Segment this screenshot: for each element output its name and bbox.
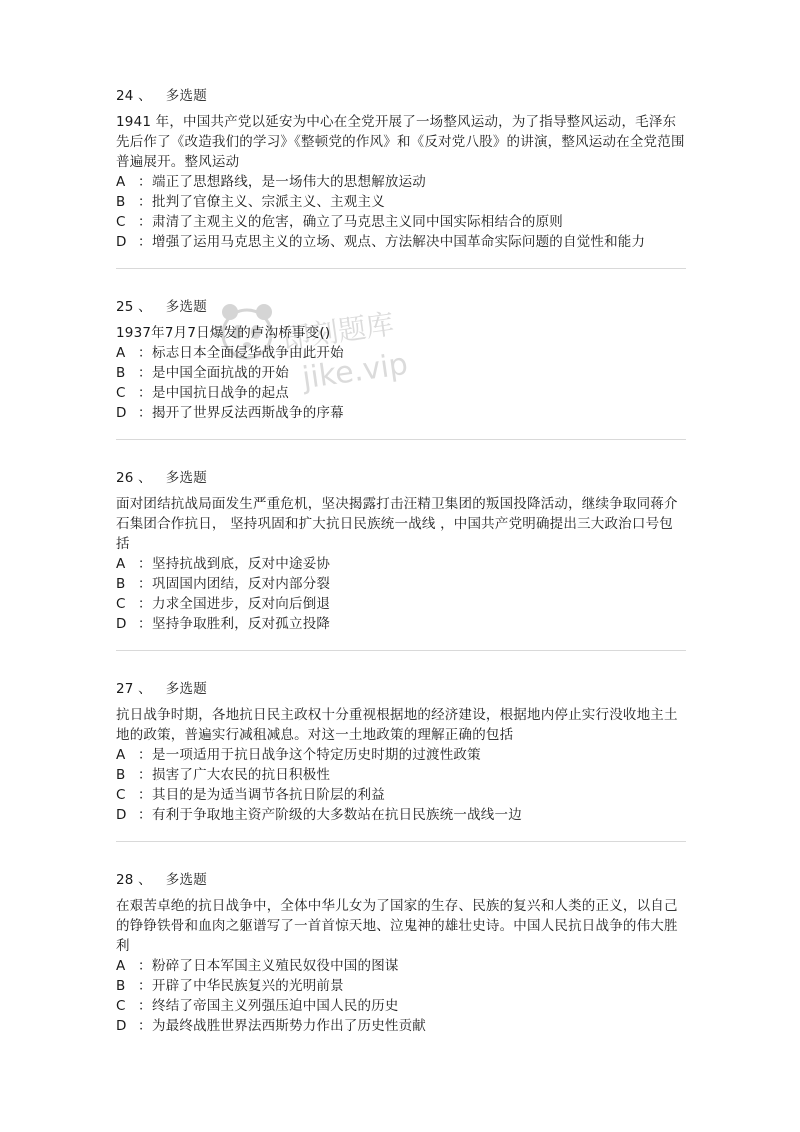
option-text: 巩固国内团结，反对内部分裂	[152, 576, 331, 592]
option-text: 标志日本全面侵华战争由此开始	[152, 345, 344, 361]
option-letter: D	[116, 807, 127, 823]
option-text: 批判了官僚主义、宗派主义、主观主义	[152, 194, 385, 210]
answer-option[interactable]	[116, 172, 686, 192]
question-number-value: 25	[116, 299, 134, 315]
answer-option[interactable]	[116, 574, 686, 594]
question-header	[116, 679, 686, 699]
question-number-separator: 、	[138, 681, 152, 697]
question-header	[116, 870, 686, 890]
option-text: 坚持争取胜利，反对孤立投降	[152, 616, 331, 632]
answer-option[interactable]	[116, 554, 686, 574]
option-separator: ：	[138, 214, 152, 230]
option-letter: B	[116, 767, 126, 783]
answer-option[interactable]	[116, 403, 686, 423]
option-separator: ：	[138, 1018, 152, 1034]
option-separator: ：	[138, 978, 152, 994]
answer-option[interactable]	[116, 956, 686, 976]
option-text: 增强了运用马克思主义的立场、观点、方法解决中国革命实际问题的自觉性和能力	[152, 234, 646, 250]
question-number-separator: 、	[138, 470, 152, 486]
option-separator: ：	[138, 234, 152, 250]
answer-option[interactable]	[116, 805, 686, 825]
option-text: 为最终战胜世界法西斯势力作出了历史性贡献	[152, 1018, 426, 1034]
option-separator: ：	[138, 616, 152, 632]
question-list	[116, 86, 686, 1036]
question-number	[116, 681, 152, 697]
answer-option[interactable]	[116, 212, 686, 232]
option-letter: D	[116, 234, 127, 250]
question-number-value: 27	[116, 681, 134, 697]
answer-option[interactable]	[116, 1016, 686, 1036]
question-number-separator: 、	[138, 299, 152, 315]
option-letter: A	[116, 345, 126, 361]
answer-option[interactable]	[116, 785, 686, 805]
watermark-text-url: jike.vip	[300, 346, 411, 397]
option-separator: ：	[138, 596, 152, 612]
question-type: 多选题	[165, 681, 207, 697]
answer-option[interactable]	[116, 594, 686, 614]
watermark-text-cn: 即刻题库	[280, 307, 396, 356]
option-separator: ：	[138, 405, 152, 421]
option-separator: ：	[138, 556, 152, 572]
option-letter: B	[116, 365, 126, 381]
question-block	[116, 468, 686, 634]
option-letter: B	[116, 978, 126, 994]
option-text: 粉碎了日本军国主义殖民奴役中国的图谋	[152, 958, 399, 974]
question-number	[116, 88, 152, 104]
spacer	[116, 651, 686, 679]
question-number	[116, 470, 152, 486]
question-block	[116, 679, 686, 825]
question-stem: 面对团结抗战局面发生严重危机，坚决揭露打击汪精卫集团的叛国投降活动，继续争取同蒋介石集团合作抗日， 坚持巩固和扩大抗日民族统一战线 ，中国共产党明确提出三大政治口号包括	[116, 496, 678, 552]
answer-option[interactable]	[116, 343, 686, 363]
question-block	[116, 86, 686, 252]
answer-option[interactable]	[116, 745, 686, 765]
answer-option[interactable]	[116, 765, 686, 785]
option-letter: D	[116, 1018, 127, 1034]
option-letter: D	[116, 405, 127, 421]
question-stem: 1941 年，中国共产党以延安为中心在全党开展了一场整风运动，为了指导整风运动，毛泽东先后作了《改造我们的学习》《整顿党的作风》和《反对党八股》的讲演，整风运动在全党范围普遍展开。整风运动	[116, 114, 685, 170]
option-text: 终结了帝国主义列强压迫中国人民的历史	[152, 998, 399, 1014]
answer-option[interactable]	[116, 192, 686, 212]
answer-option[interactable]	[116, 614, 686, 634]
spacer	[116, 440, 686, 468]
option-letter: B	[116, 576, 126, 592]
option-text: 揭开了世界反法西斯战争的序幕	[152, 405, 344, 421]
option-letter: D	[116, 616, 127, 632]
option-text: 损害了广大农民的抗日积极性	[152, 767, 331, 783]
option-separator: ：	[138, 576, 152, 592]
option-separator: ：	[138, 747, 152, 763]
question-type: 多选题	[165, 872, 207, 888]
option-separator: ：	[138, 958, 152, 974]
option-text: 是中国全面抗战的开始	[152, 365, 289, 381]
question-stem: 抗日战争时期，各地抗日民主政权十分重视根据地的经济建设，根据地内停止实行没收地主土地的政策，普遍实行减租减息。对这一土地政策的理解正确的包括	[116, 707, 678, 743]
question-header	[116, 86, 686, 106]
option-text: 力求全国进步，反对向后倒退	[152, 596, 331, 612]
option-letter: A	[116, 556, 126, 572]
option-separator: ：	[138, 345, 152, 361]
question-type: 多选题	[165, 88, 207, 104]
answer-option[interactable]	[116, 363, 686, 383]
option-separator: ：	[138, 807, 152, 823]
option-separator: ：	[138, 385, 152, 401]
option-letter: A	[116, 747, 126, 763]
option-text: 其目的是为适当调节各抗日阶层的利益	[152, 787, 385, 803]
question-header	[116, 468, 686, 488]
question-number-separator: 、	[138, 872, 152, 888]
option-letter: C	[116, 385, 126, 401]
option-separator: ：	[138, 767, 152, 783]
option-letter: B	[116, 194, 126, 210]
option-separator: ：	[138, 787, 152, 803]
question-header	[116, 297, 686, 317]
option-text: 有利于争取地主资产阶级的大多数站在抗日民族统一战线一边	[152, 807, 522, 823]
question-number-value: 28	[116, 872, 134, 888]
option-letter: C	[116, 787, 126, 803]
option-text: 端正了思想路线，是一场伟大的思想解放运动	[152, 174, 426, 190]
question-number	[116, 299, 152, 315]
option-text: 肃清了主观主义的危害，确立了马克思主义同中国实际相结合的原则	[152, 214, 563, 230]
option-separator: ：	[138, 998, 152, 1014]
option-text: 是一项适用于抗日战争这个特定历史时期的过渡性政策	[152, 747, 481, 763]
question-number-value: 24	[116, 88, 134, 104]
spacer	[116, 269, 686, 297]
option-letter: A	[116, 174, 126, 190]
option-letter: C	[116, 596, 126, 612]
spacer	[116, 842, 686, 870]
answer-option[interactable]	[116, 232, 686, 252]
question-block	[116, 870, 686, 1036]
question-number-value: 26	[116, 470, 134, 486]
option-letter: C	[116, 214, 126, 230]
question-stem: 在艰苦卓绝的抗日战争中，全体中华儿女为了国家的生存、民族的复兴和人类的正义，以自己的铮铮铁骨和血肉之躯谱写了一首首惊天地、泣鬼神的雄壮史诗。中国人民抗日战争的伟大胜利	[116, 898, 678, 954]
question-block	[116, 297, 686, 423]
question-stem: 1937年7月7日爆发的卢沟桥事变()	[116, 325, 331, 341]
answer-option[interactable]	[116, 383, 686, 403]
question-type: 多选题	[165, 470, 207, 486]
option-text: 开辟了中华民族复兴的光明前景	[152, 978, 344, 994]
answer-option[interactable]	[116, 996, 686, 1016]
option-separator: ：	[138, 194, 152, 210]
question-number-separator: 、	[138, 88, 152, 104]
option-text: 坚持抗战到底，反对中途妥协	[152, 556, 331, 572]
option-text: 是中国抗日战争的起点	[152, 385, 289, 401]
answer-option[interactable]	[116, 976, 686, 996]
question-number	[116, 872, 152, 888]
question-type: 多选题	[165, 299, 207, 315]
option-letter: C	[116, 998, 126, 1014]
option-separator: ：	[138, 365, 152, 381]
option-letter: A	[116, 958, 126, 974]
option-separator: ：	[138, 174, 152, 190]
